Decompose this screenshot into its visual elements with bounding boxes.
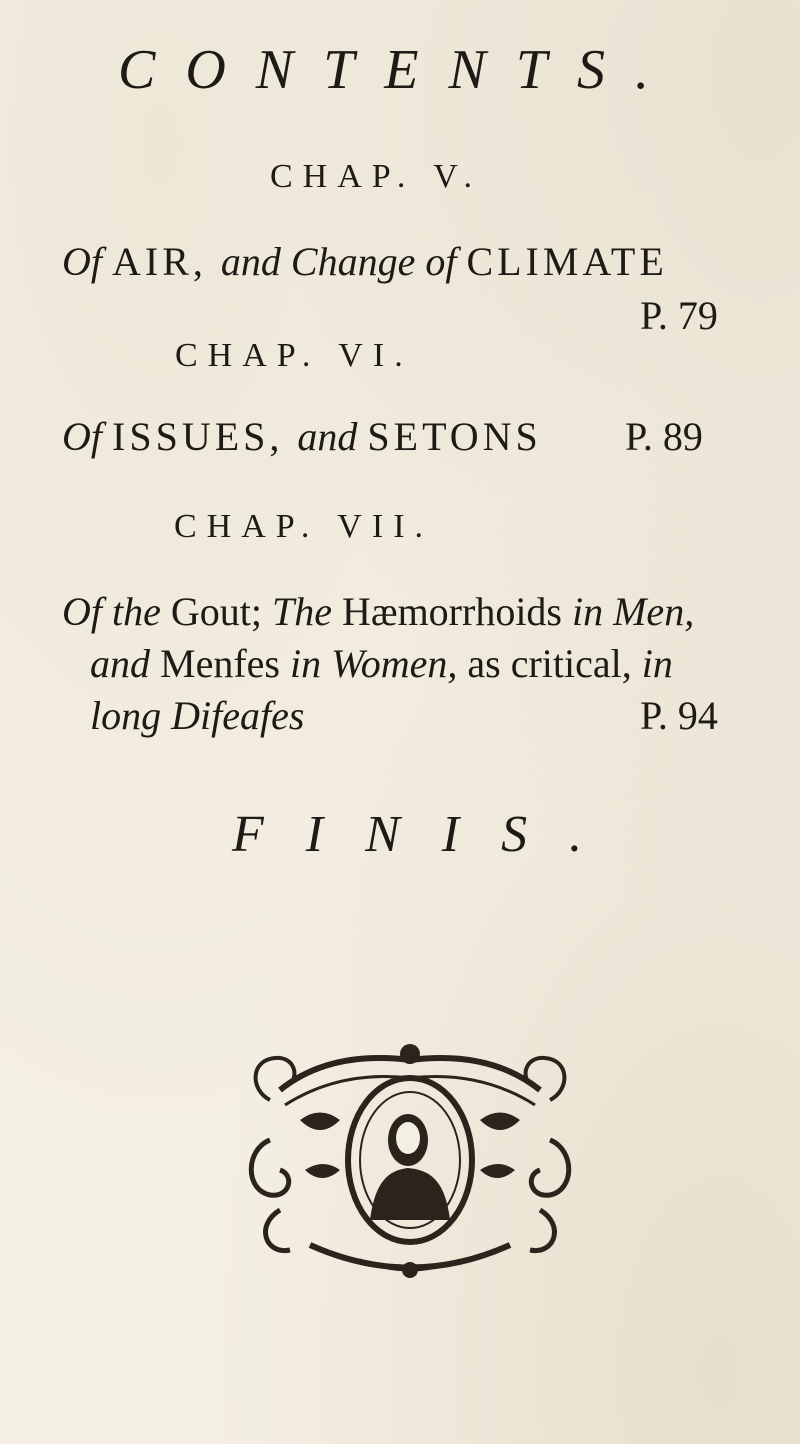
chapter-vi-title bbox=[62, 413, 542, 460]
title-part: and Change of bbox=[220, 239, 467, 284]
title-part: as critical, bbox=[467, 641, 642, 686]
chapter-vi-heading: CHAP. VI. bbox=[175, 337, 413, 374]
title-part: and bbox=[297, 414, 368, 459]
title-part: The bbox=[272, 589, 342, 634]
chapter-vi-page: P. 89 bbox=[625, 414, 703, 459]
title-part: in Women, bbox=[289, 641, 468, 686]
title-part: Menfes bbox=[160, 641, 290, 686]
title-part: AIR, bbox=[112, 239, 221, 284]
contents-heading: CONTENTS. bbox=[118, 39, 679, 101]
title-part: and bbox=[90, 641, 160, 686]
title-part: Of bbox=[62, 414, 112, 459]
chapter-vii-title-line-1 bbox=[62, 588, 694, 635]
title-part: Of bbox=[62, 239, 112, 284]
title-part: Hæmorrhoids bbox=[342, 589, 572, 634]
chapter-v-title bbox=[62, 238, 668, 285]
chapter-vii-heading: CHAP. VII. bbox=[174, 508, 434, 545]
chapter-v-heading: CHAP. V. bbox=[270, 158, 482, 195]
title-part: Gout; bbox=[170, 589, 272, 634]
chapter-v-page: P. 79 bbox=[640, 293, 718, 338]
title-part: in bbox=[641, 641, 673, 686]
title-part: in Men, bbox=[572, 589, 695, 634]
tailpiece-ornament-icon bbox=[240, 1030, 580, 1290]
title-part: SETONS bbox=[367, 414, 542, 459]
chapter-vii-title-line-3 bbox=[90, 692, 304, 739]
chapter-vii-title-line-2 bbox=[90, 640, 673, 687]
finis-text: FINIS. bbox=[232, 806, 625, 863]
title-part: long Difeafes bbox=[90, 693, 305, 738]
title-part: Of the bbox=[62, 589, 171, 634]
title-part: ISSUES, bbox=[112, 414, 298, 459]
title-part: CLIMATE bbox=[466, 239, 668, 284]
chapter-vii-page: P. 94 bbox=[640, 693, 718, 738]
